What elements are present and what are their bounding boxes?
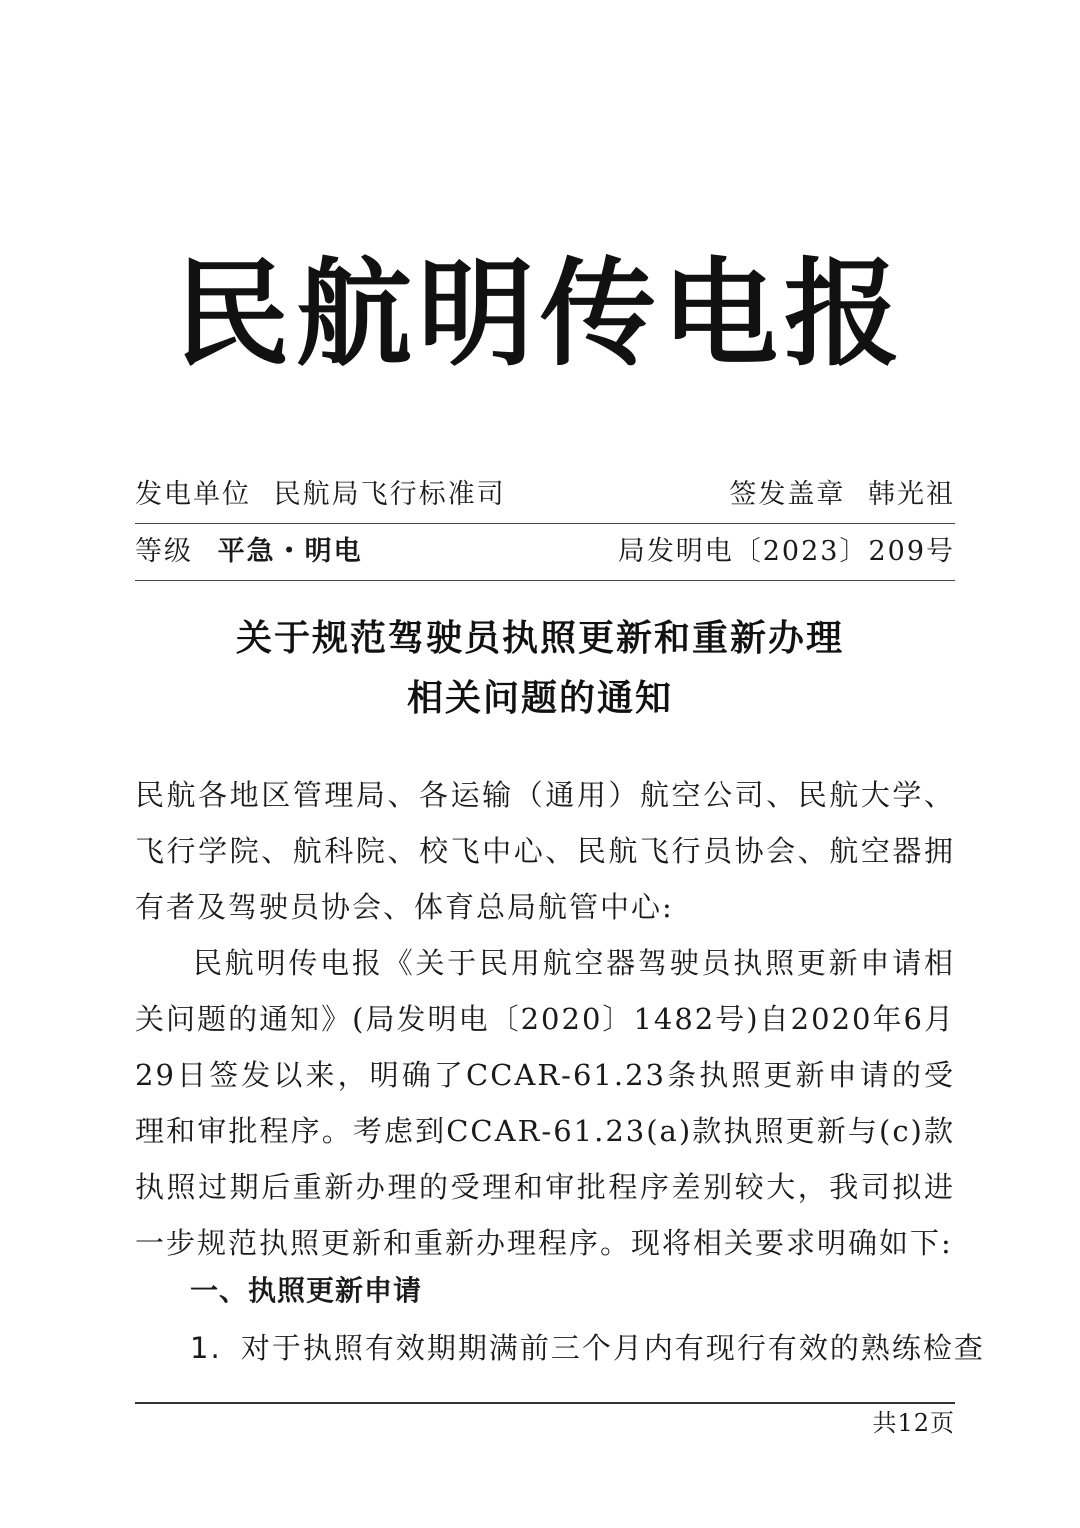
sender-name: 民航局飞行标准司: [273, 479, 506, 510]
footer-divider: [135, 1402, 955, 1404]
addressees: 民航各地区管理局、各运输（通用）航空公司、民航大学、飞行学院、航科院、校飞中心、民航飞行员协会、航空器拥有者及驾驶员协会、体育总局航管中心:: [135, 778, 955, 924]
list-item: [190, 1323, 985, 1373]
level-value: 平急・明电: [217, 536, 363, 567]
page-count: 共12页: [872, 1409, 955, 1437]
header-bottom-divider: [135, 580, 955, 581]
signer-name: 韩光祖: [868, 479, 955, 510]
level-row: [135, 530, 955, 574]
masthead-title: 民航明传电报: [174, 247, 906, 382]
document-number: 局发明电〔2023〕209号: [617, 536, 955, 567]
section-heading: 一、执照更新申请: [190, 1274, 423, 1307]
level-label: 等级: [135, 536, 193, 567]
sender-label: 发电单位: [135, 479, 251, 510]
body-paragraph: 民航明传电报《关于民用航空器驾驶员执照更新申请相关问题的通知》(局发明电〔2020〕1482号)自2020年6月29日签发以来，明确了CCAR-61.23条执照更新申请的受理和审批程序。考虑到CCAR-61.23(a)款执照更新与(c)款执照过期后重新办理的受理和审批程序差别较大，我司拟进一步规范执照更新和重新办理程序。现将相关要求明确如下:: [135, 946, 955, 1260]
list-item-number: 1.: [190, 1331, 222, 1365]
sender-info: [135, 473, 506, 517]
header-divider: [135, 523, 955, 524]
list-item-text: 对于执照有效期期满前三个月内有现行有效的熟练检查: [240, 1331, 985, 1365]
sender-row: [135, 473, 955, 517]
level-info: [135, 530, 363, 574]
document-title-line-1: 关于规范驾驶员执照更新和重新办理: [235, 617, 844, 659]
document-title-line-2: 相关问题的通知: [406, 677, 673, 719]
signer-label: 签发盖章: [729, 479, 846, 510]
document-body: [135, 767, 955, 1271]
signer-info: [729, 473, 955, 517]
